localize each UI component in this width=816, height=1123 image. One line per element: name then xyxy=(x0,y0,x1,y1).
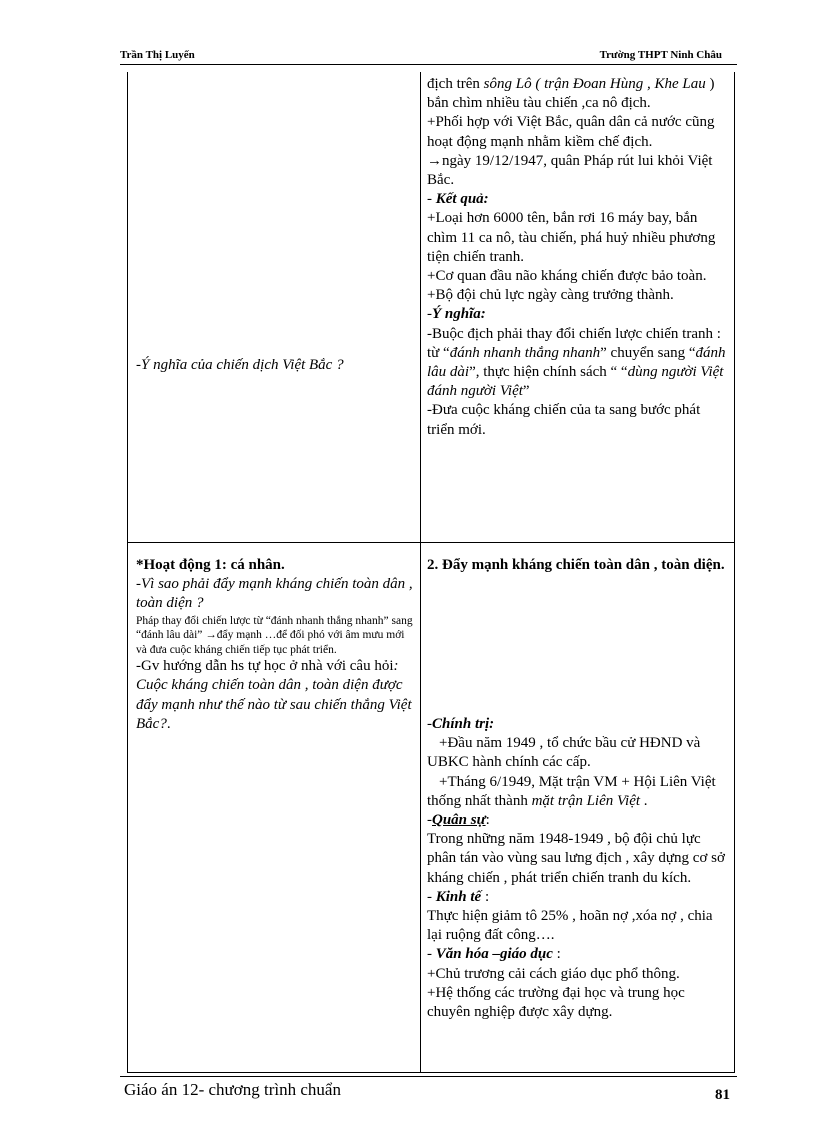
paragraph: Trong những năm 1948-1949 , bộ đội chủ lực phân tán vào vùng sau lưng địch , xây dựng cơ sở kháng chiến , phát triển chiến tranh du kích. xyxy=(427,831,725,886)
header-school: Trường THPT Ninh Châu xyxy=(599,49,722,61)
quan-su-heading: -Quân sự: xyxy=(427,812,490,829)
footer-title: Giáo án 12- chương trình chuẩn xyxy=(124,1080,341,1099)
header-author: Trần Thị Luyến xyxy=(120,49,195,61)
paragraph: +Chủ trương cải cách giáo dục phổ thông. xyxy=(427,965,680,982)
answer-note: Pháp thay đổi chiến lược từ “đánh nhanh thắng nhanh” sang “đánh lâu dài” →đẩy mạnh …để đối phó với âm mưu mới và đưa cuộc kháng chiến tiếp tục phát triển. xyxy=(136,614,413,656)
paragraph: +Loại hơn 6000 tên, bắn rơi 16 máy bay, bắn chìm 11 ca nô, tàu chiến, phá huỷ nhiều phương tiện chiến tranh. xyxy=(427,210,716,265)
paragraph: địch trên sông Lô ( trận Đoan Hùng , Khe Lau ) bắn chìm nhiều tàu chiến ,ca nô địch. xyxy=(427,76,715,112)
paragraph: +Cơ quan đầu não kháng chiến được bảo toàn. xyxy=(427,268,707,285)
left-column-bottom xyxy=(136,556,418,734)
y-nghia-heading: -Ý nghĩa: xyxy=(427,306,486,323)
kinh-te-heading: - Kinh tế : xyxy=(427,888,490,905)
column-divider xyxy=(420,72,421,1073)
page-number: 81 xyxy=(715,1087,730,1103)
paragraph: -Đưa cuộc kháng chiến của ta sang bước phát triển mới. xyxy=(427,402,701,438)
activity-heading: *Hoạt động 1: cá nhân. xyxy=(136,557,285,573)
chinh-tri-heading: -Chính trị: xyxy=(427,716,495,732)
paragraph: +Đầu năm 1949 , tổ chức bầu cử HĐND và UBKC hành chính các cấp. xyxy=(427,735,701,771)
paragraph: +Hệ thống các trường đại học và trung học chuyên nghiệp được xây dựng. xyxy=(427,984,685,1021)
header-rule xyxy=(120,64,737,65)
section-2-title: 2. Đẩy mạnh kháng chiến toàn dân , toàn diện. xyxy=(427,557,725,573)
page-header xyxy=(120,48,737,68)
teacher-guidance: -Gv hướng dẫn hs tự học ở nhà với câu hỏi: Cuộc kháng chiến toàn dân , toàn diện được đẩy mạnh như thế nào từ sau chiến thắng Việt Bắc?. xyxy=(136,658,412,732)
paragraph: →ngày 19/12/1947, quân Pháp rút lui khỏi Việt Bắc. xyxy=(427,152,713,189)
question-y-nghia: -Ý nghĩa của chiến dịch Việt Bắc ? xyxy=(136,357,344,373)
question: -Vì sao phải đẩy mạnh kháng chiến toàn dân , toàn diện ? xyxy=(136,576,413,612)
paragraph: +Phối hợp với Việt Bắc, quân dân cả nước cũng hoạt động mạnh nhằm kiềm chế địch. xyxy=(427,114,715,150)
paragraph: +Tháng 6/1949, Mặt trận VM + Hội Liên Việt thống nhất thành mặt trận Liên Việt . xyxy=(427,773,716,809)
footer-rule xyxy=(120,1076,737,1077)
ket-qua-heading: - Kết quả: xyxy=(427,191,489,208)
paragraph: Thực hiện giảm tô 25% , hoãn nợ ,xóa nợ , chia lại ruộng đất công…. xyxy=(427,908,713,944)
paragraph: -Buộc địch phải thay đổi chiến lược chiến tranh : từ “đánh nhanh thắng nhanh” chuyển sang “đánh lâu dài”, thực hiện chính sách “ “dùng người Việt đánh người Việt” xyxy=(427,325,726,400)
row-divider xyxy=(127,542,735,543)
paragraph: +Bộ đội chủ lực ngày càng trưởng thành. xyxy=(427,287,674,304)
right-column-top xyxy=(427,75,731,440)
right-column-bottom xyxy=(427,715,731,1022)
van-hoa-heading: - Văn hóa –giáo dục : xyxy=(427,946,561,963)
